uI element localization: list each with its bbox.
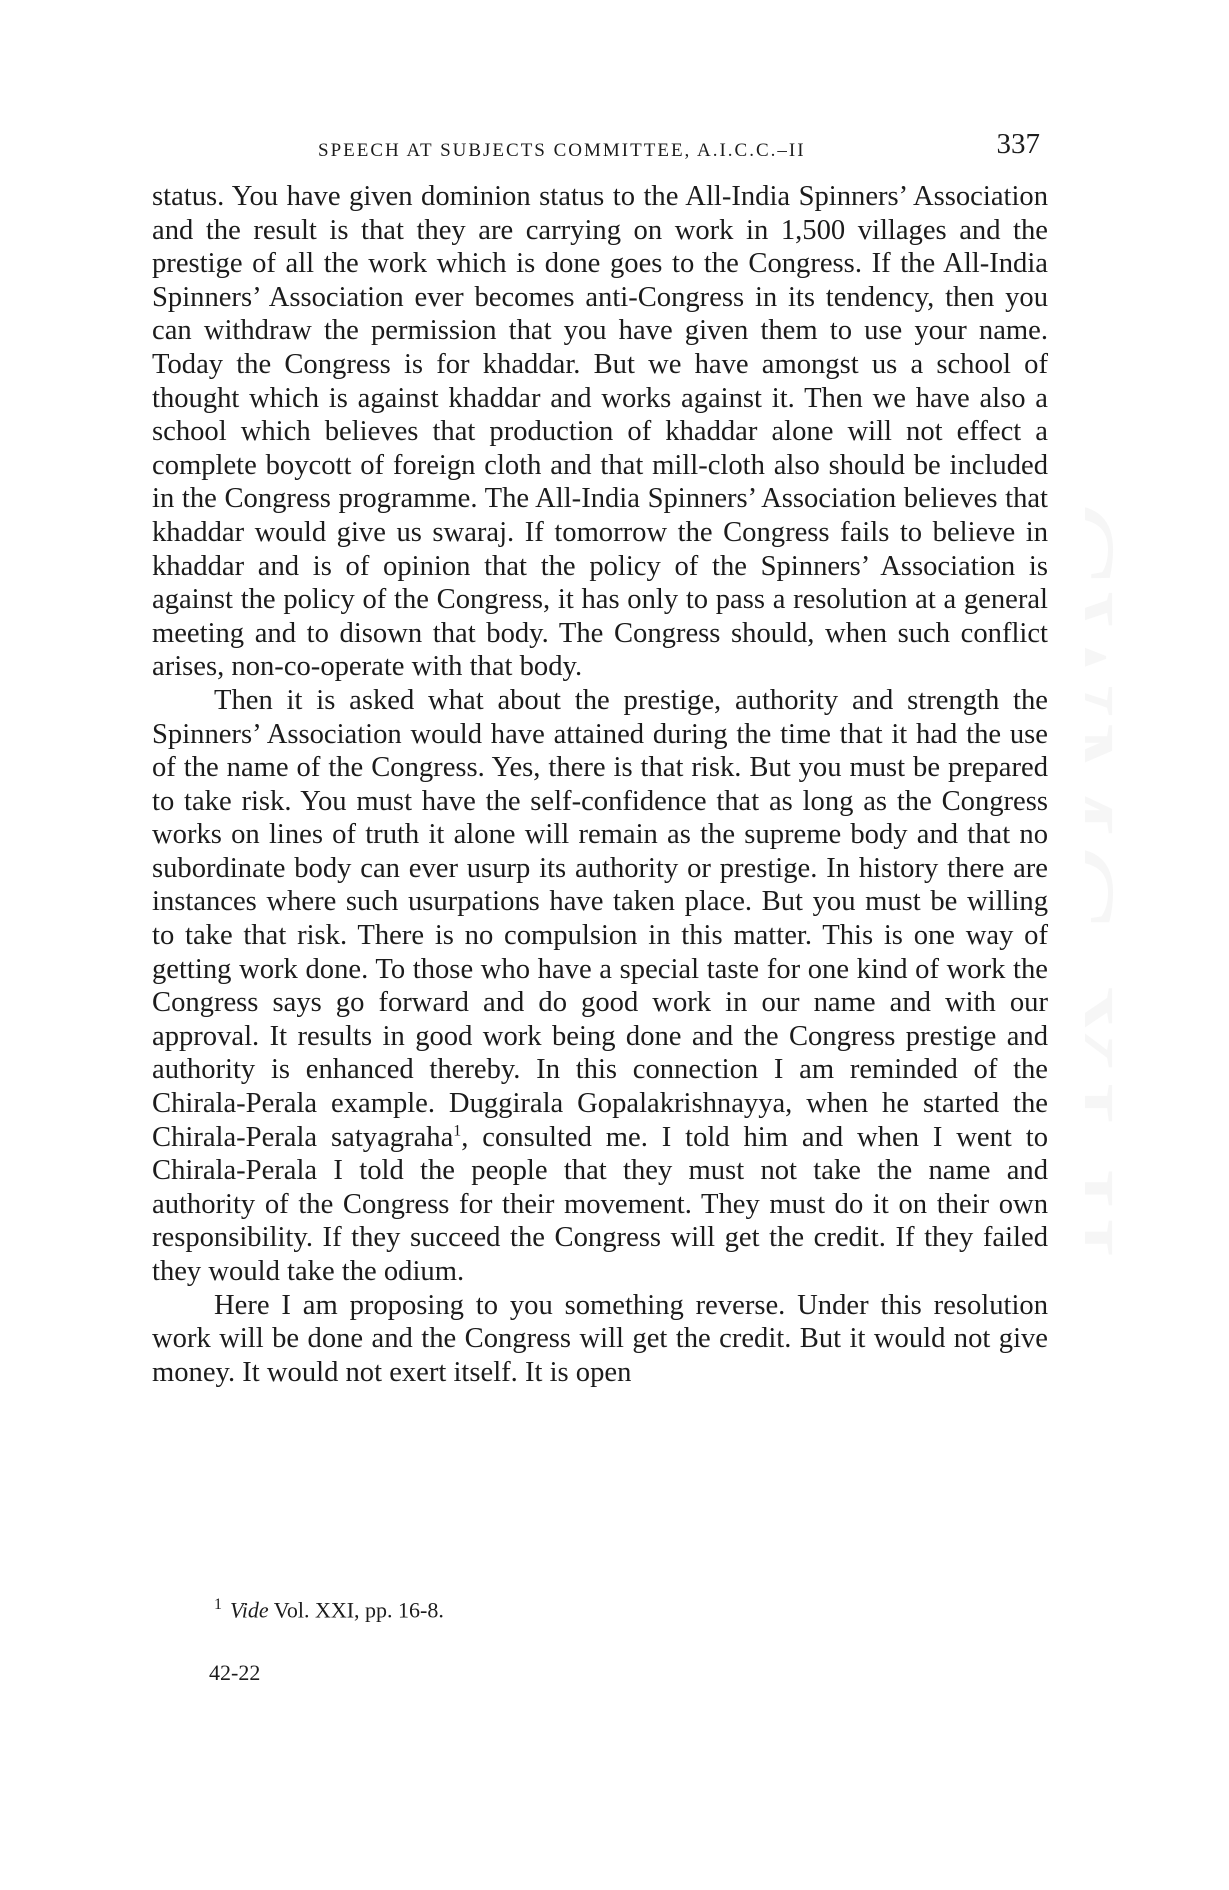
footnote-number: 1: [214, 1596, 222, 1613]
footnote-marker: 1: [453, 1122, 462, 1140]
paragraph-3: Here I am proposing to you something reverse. Under this resolution work will be done and the Congress will get the credit. But it would not give money. It would not exert itself. It is open: [152, 1289, 1048, 1388]
page-header: [150, 128, 1040, 168]
printer-signature: 42-22: [209, 1660, 261, 1685]
footnote-reference: Vol. XXI, pp. 16-8.: [268, 1597, 444, 1623]
paragraph-2-part-b: , consulted me. I told him and when I went to Chirala-Perala I told the people that they must not take the name and authority of the Congress for their movement. They must do it on their own responsibility. If they succeed the Congress will get the credit. If they failed they would take the odium.: [152, 1121, 1048, 1287]
body-text: [152, 180, 1048, 1389]
footnote-vide: Vide: [230, 1597, 269, 1623]
running-head: SPEECH AT SUBJECTS COMMITTEE, A.I.C.C.–II: [318, 140, 806, 161]
paragraph-1: status. You have given dominion status to the All-India Spinners’ Association and the result is that they are carrying on work in 1,500 villages and the prestige of all the work which is done goes to the Congress. If the All-India Spinners’ Association ever becomes anti-Congress in its tendency, then you can withdraw the permission that you have given them to use your name. Today the Congress is for khaddar. But we have amongst us a school of thought which is against khaddar and works against it. Then we have also a school which believes that production of khaddar alone will not effect a complete boycott of foreign cloth and that mill-cloth also should be included in the Congress programme. The All-India Spinners’ Association believes that khaddar would give us swaraj. If tomorrow the Congress fails to believe in khaddar and is of opinion that the policy of the Spinners’ Association is against the policy of the Congress, it has only to pass a resolution at a general meeting and to disown that body. The Congress should, when such conflict arises, non-co-operate with that body.: [152, 181, 1048, 683]
paragraph-2: [152, 684, 1048, 1289]
page-number: 337: [996, 128, 1040, 160]
watermark: [1085, 500, 1165, 1410]
watermark-text: [1085, 500, 1145, 1265]
footnote: [214, 1596, 444, 1623]
paragraph-2-part-a: Then it is asked what about the prestige, authority and strength the Spinners’ Association would have attained during the time that it had the use of the name of the Congress. Yes, there is that risk. But you must be prepared to take risk. You must have the self-confidence that as long as the Congress works on lines of truth it alone will remain as the supreme body and that no subordinate body can ever usurp its authority or prestige. In history there are instances where such usurpations have taken place. But you must be willing to take that risk. There is no compulsion in this matter. This is one way of getting work done. To those who have a special taste for one kind of work the Congress says go forward and do good work in our name and with our approval. It results in good work being done and the Congress prestige and authority is enhanced thereby. In this connection I am reminded of the Chirala-Perala example. Duggirala Gopalakrishnayya, when he started the Chirala-Perala satyagraha: [152, 684, 1048, 1153]
